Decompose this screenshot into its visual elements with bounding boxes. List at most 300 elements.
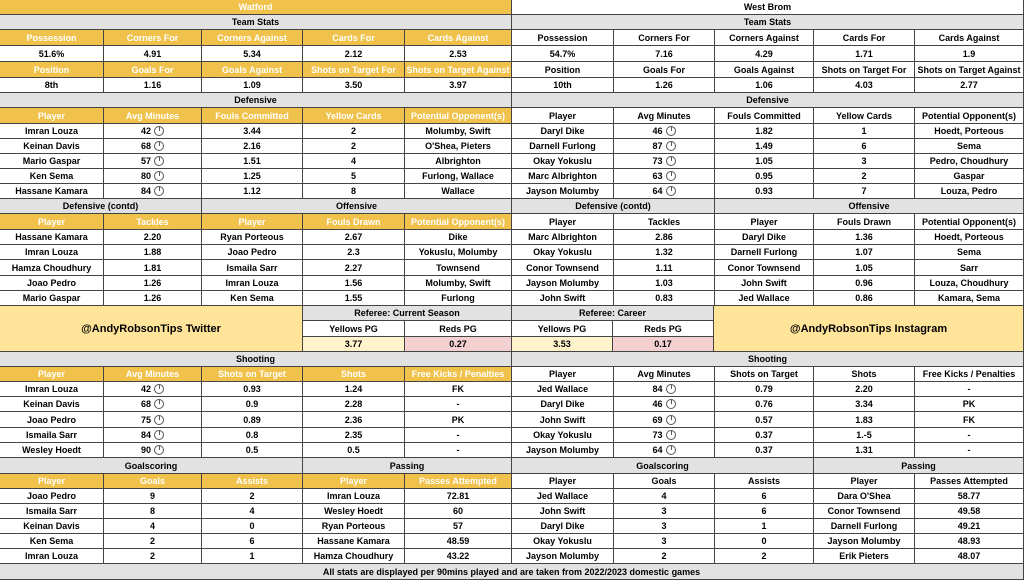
watford-off-cell: Dike	[405, 230, 512, 245]
defensive-contd-title-watford: Defensive (contd)	[0, 199, 202, 214]
westbrom-pass-cell: Erik Pieters	[814, 549, 915, 564]
shooting-data-row	[0, 412, 1024, 428]
watford-defensive-cell-1	[104, 124, 202, 139]
contd-offensive-data-row	[0, 291, 1024, 306]
westbrom-headers1-3: Cards For	[814, 30, 915, 46]
westbrom-headers1-2: Corners Against	[715, 30, 814, 46]
watford-defensive-cell-0: Hassane Kamara	[0, 184, 104, 199]
watford-contd-cell: 1.88	[104, 245, 202, 260]
watford-headers2-3: Shots on Target For	[303, 62, 405, 78]
westbrom-goals-cell: 1	[715, 519, 814, 534]
westbrom-goals-header-0: Player	[512, 474, 614, 489]
watford-goals-cell: 2	[104, 534, 202, 549]
westbrom-off-cell: Jed Wallace	[715, 291, 814, 306]
current-reds-label: Reds PG	[405, 321, 512, 337]
team-stats-headers1	[0, 30, 1024, 46]
westbrom-defensive-cell-3: 2	[814, 169, 915, 184]
watford-shooting-cell-3: 2.35	[303, 428, 405, 443]
westbrom-contd-cell: 1.03	[614, 276, 715, 291]
westbrom-off-cell: 1.07	[814, 245, 915, 260]
watford-goals-cell: 4	[104, 519, 202, 534]
watford-goals-cell: 2	[202, 489, 303, 504]
watford-values2-4: 3.97	[405, 78, 512, 93]
westbrom-shooting-cell-3: 2.20	[814, 382, 915, 397]
watford-contd-cell: Joao Pedro	[0, 276, 104, 291]
goalscoring-title-westbrom: Goalscoring	[512, 458, 814, 474]
watford-contd-cell: 1.81	[104, 260, 202, 276]
westbrom-defensive-header-0: Player	[512, 108, 614, 124]
westbrom-goals-cell: Jed Wallace	[512, 489, 614, 504]
watford-off-header-1: Fouls Drawn	[303, 214, 405, 230]
westbrom-off-cell: Louza, Choudhury	[915, 276, 1024, 291]
watford-values1-3: 2.12	[303, 46, 405, 62]
westbrom-shooting-cell-1	[614, 412, 715, 428]
minutes-value: 42	[141, 126, 164, 136]
watford-shooting-cell-1	[104, 397, 202, 412]
westbrom-defensive-cell-0: Darnell Furlong	[512, 139, 614, 154]
westbrom-off-cell: Conor Townsend	[715, 260, 814, 276]
minutes-value: 46	[652, 399, 675, 409]
westbrom-pass-cell: 48.93	[915, 534, 1024, 549]
watford-defensive-cell-0: Ken Sema	[0, 169, 104, 184]
watford-off-cell: 2.27	[303, 260, 405, 276]
watford-defensive-cell-3: 4	[303, 154, 405, 169]
westbrom-contd-cell: 1.32	[614, 245, 715, 260]
westbrom-defensive-header-4: Potential Opponent(s)	[915, 108, 1024, 124]
watford-contd-cell: 1.26	[104, 291, 202, 306]
westbrom-defensive-cell-2: 0.95	[715, 169, 814, 184]
westbrom-defensive-cell-4: Sema	[915, 139, 1024, 154]
watford-shooting-header-1: Avg Minutes	[104, 367, 202, 382]
westbrom-defensive-header-2: Fouls Committed	[715, 108, 814, 124]
watford-goals-cell: 6	[202, 534, 303, 549]
westbrom-shooting-cell-4: FK	[915, 412, 1024, 428]
team-stats-title-watford: Team Stats	[0, 15, 512, 30]
westbrom-shooting-cell-1	[614, 443, 715, 458]
watford-defensive-cell-3: 2	[303, 139, 405, 154]
watford-shooting-header-4: Free Kicks / Penalties	[405, 367, 512, 382]
westbrom-shooting-cell-0: Jed Wallace	[512, 382, 614, 397]
watford-headers1-0: Possession	[0, 30, 104, 46]
watford-headers2-4: Shots on Target Against	[405, 62, 512, 78]
watford-contd-cell: Hamza Choudhury	[0, 260, 104, 276]
defensive-header-row	[0, 108, 1024, 124]
current-yellows-value: 3.77	[303, 337, 405, 352]
watford-defensive-header-3: Yellow Cards	[303, 108, 405, 124]
watford-contd-header-0: Player	[0, 214, 104, 230]
watford-pass-cell: 43.22	[405, 549, 512, 564]
minutes-value: 68	[141, 141, 164, 151]
watford-defensive-cell-2: 1.12	[202, 184, 303, 199]
goalscoring-data-row	[0, 549, 1024, 564]
minutes-value: 75	[141, 415, 164, 425]
team-stats-title-westbrom: Team Stats	[512, 15, 1024, 30]
westbrom-off-cell: Daryl Dike	[715, 230, 814, 245]
westbrom-contd-cell: 0.83	[614, 291, 715, 306]
watford-off-cell: Molumby, Swift	[405, 276, 512, 291]
westbrom-shooting-cell-2: 0.57	[715, 412, 814, 428]
westbrom-shooting-cell-0: Okay Yokuslu	[512, 428, 614, 443]
watford-defensive-cell-0: Keinan Davis	[0, 139, 104, 154]
watford-off-cell: 1.56	[303, 276, 405, 291]
westbrom-shooting-cell-2: 0.37	[715, 443, 814, 458]
westbrom-shooting-cell-4: PK	[915, 397, 1024, 412]
westbrom-contd-cell: John Swift	[512, 291, 614, 306]
westbrom-goals-cell: Jayson Molumby	[512, 549, 614, 564]
watford-shooting-cell-4: FK	[405, 382, 512, 397]
watford-shooting-cell-3: 1.24	[303, 382, 405, 397]
watford-pass-cell: Imran Louza	[303, 489, 405, 504]
watford-defensive-cell-1	[104, 139, 202, 154]
minutes-value: 63	[652, 171, 675, 181]
watford-values2-0: 8th	[0, 78, 104, 93]
team-stats-headers2	[0, 62, 1024, 78]
career-yellows-label: Yellows PG	[512, 321, 613, 337]
minutes-value: 46	[652, 126, 675, 136]
defensive-title-row	[0, 93, 1024, 108]
watford-shooting-cell-2: 0.9	[202, 397, 303, 412]
goalscoring-data-row	[0, 534, 1024, 549]
westbrom-off-cell: 1.36	[814, 230, 915, 245]
watford-shooting-cell-4: -	[405, 397, 512, 412]
westbrom-shooting-cell-2: 0.76	[715, 397, 814, 412]
watford-values2-3: 3.50	[303, 78, 405, 93]
watford-shooting-cell-0: Keinan Davis	[0, 397, 104, 412]
minutes-value: 87	[652, 141, 675, 151]
westbrom-values1-3: 1.71	[814, 46, 915, 62]
watford-shooting-cell-4: -	[405, 428, 512, 443]
westbrom-shooting-cell-4: -	[915, 428, 1024, 443]
watford-off-cell: Ismaila Sarr	[202, 260, 303, 276]
referee-current-title: Referee: Current Season	[303, 306, 512, 321]
defensive-contd-title-row	[0, 199, 1024, 214]
westbrom-goals-cell: 3	[614, 534, 715, 549]
watford-off-cell: 2.3	[303, 245, 405, 260]
watford-goals-header-1: Goals	[104, 474, 202, 489]
westbrom-defensive-cell-2: 1.49	[715, 139, 814, 154]
westbrom-goals-cell: 2	[715, 549, 814, 564]
goalscoring-data-row	[0, 489, 1024, 504]
watford-shooting-header-2: Shots on Target	[202, 367, 303, 382]
westbrom-defensive-cell-4: Gaspar	[915, 169, 1024, 184]
westbrom-defensive-cell-3: 3	[814, 154, 915, 169]
westbrom-shooting-cell-1	[614, 428, 715, 443]
westbrom-pass-header-0: Player	[814, 474, 915, 489]
westbrom-off-cell: 0.86	[814, 291, 915, 306]
defensive-data-row	[0, 124, 1024, 139]
westbrom-goals-cell: Okay Yokuslu	[512, 534, 614, 549]
watford-shooting-header-3: Shots	[303, 367, 405, 382]
westbrom-goals-cell: 6	[715, 489, 814, 504]
watford-defensive-cell-0: Mario Gaspar	[0, 154, 104, 169]
westbrom-contd-cell: 1.11	[614, 260, 715, 276]
watford-defensive-cell-4: Wallace	[405, 184, 512, 199]
westbrom-defensive-header-1: Avg Minutes	[614, 108, 715, 124]
shooting-data-row	[0, 428, 1024, 443]
westbrom-goals-header-1: Goals	[614, 474, 715, 489]
westbrom-pass-cell: Jayson Molumby	[814, 534, 915, 549]
watford-headers2-0: Position	[0, 62, 104, 78]
westbrom-shooting-cell-3: 1.31	[814, 443, 915, 458]
team-stats-title-row	[0, 15, 1024, 30]
westbrom-shooting-header-0: Player	[512, 367, 614, 382]
westbrom-defensive-cell-3: 7	[814, 184, 915, 199]
watford-contd-cell: Imran Louza	[0, 245, 104, 260]
watford-pass-cell: Wesley Hoedt	[303, 504, 405, 519]
watford-goals-cell: 8	[104, 504, 202, 519]
westbrom-defensive-cell-1	[614, 124, 715, 139]
westbrom-shooting-cell-3: 1.83	[814, 412, 915, 428]
watford-pass-cell: 60	[405, 504, 512, 519]
westbrom-contd-cell: Conor Townsend	[512, 260, 614, 276]
team-stats-values2	[0, 78, 1024, 93]
westbrom-contd-header-1: Tackles	[614, 214, 715, 230]
watford-defensive-header-1: Avg Minutes	[104, 108, 202, 124]
westbrom-shooting-cell-4: -	[915, 382, 1024, 397]
westbrom-off-cell: 1.05	[814, 260, 915, 276]
westbrom-goals-cell: 0	[715, 534, 814, 549]
westbrom-values1-0: 54.7%	[512, 46, 614, 62]
westbrom-defensive-cell-1	[614, 169, 715, 184]
westbrom-off-header-2: Potential Opponent(s)	[915, 214, 1024, 230]
current-reds-value: 0.27	[405, 337, 512, 352]
watford-goals-cell: Ismaila Sarr	[0, 504, 104, 519]
watford-values1-2: 5.34	[202, 46, 303, 62]
defensive-data-row	[0, 154, 1024, 169]
defensive-data-row	[0, 184, 1024, 199]
team-stats-values1	[0, 46, 1024, 62]
westbrom-contd-cell: Marc Albrighton	[512, 230, 614, 245]
westbrom-defensive-cell-4: Louza, Pedro	[915, 184, 1024, 199]
watford-shooting-cell-4: PK	[405, 412, 512, 428]
westbrom-shooting-cell-0: Daryl Dike	[512, 397, 614, 412]
westbrom-shooting-cell-2: 0.37	[715, 428, 814, 443]
referee-promo-band	[0, 306, 1024, 352]
minutes-value: 64	[652, 445, 675, 455]
watford-goals-cell: 9	[104, 489, 202, 504]
watford-values1-1: 4.91	[104, 46, 202, 62]
footer-note: All stats are displayed per 90mins played and are taken from 2022/2023 domestic games	[0, 564, 1024, 580]
minutes-value: 90	[141, 445, 164, 455]
westbrom-off-cell: Hoedt, Porteous	[915, 230, 1024, 245]
watford-off-cell: Ryan Porteous	[202, 230, 303, 245]
goalscoring-data-row	[0, 519, 1024, 534]
watford-pass-cell: 57	[405, 519, 512, 534]
westbrom-values2-3: 4.03	[814, 78, 915, 93]
westbrom-pass-cell: 58.77	[915, 489, 1024, 504]
watford-defensive-header-2: Fouls Committed	[202, 108, 303, 124]
westbrom-defensive-cell-1	[614, 139, 715, 154]
westbrom-pass-header-1: Passes Attempted	[915, 474, 1024, 489]
watford-contd-cell: 2.20	[104, 230, 202, 245]
westbrom-headers1-1: Corners For	[614, 30, 715, 46]
passing-title-westbrom: Passing	[814, 458, 1024, 474]
minutes-value: 73	[652, 430, 675, 440]
westbrom-shooting-cell-4: -	[915, 443, 1024, 458]
watford-off-cell: Yokuslu, Molumby	[405, 245, 512, 260]
shooting-data-row	[0, 397, 1024, 412]
watford-off-cell: 2.67	[303, 230, 405, 245]
watford-shooting-cell-2: 0.89	[202, 412, 303, 428]
watford-goals-header-2: Assists	[202, 474, 303, 489]
watford-contd-header-1: Tackles	[104, 214, 202, 230]
watford-defensive-cell-3: 5	[303, 169, 405, 184]
westbrom-values2-4: 2.77	[915, 78, 1024, 93]
westbrom-headers1-4: Cards Against	[915, 30, 1024, 46]
watford-pass-cell: Hamza Choudhury	[303, 549, 405, 564]
westbrom-pass-cell: 48.07	[915, 549, 1024, 564]
westbrom-values2-1: 1.26	[614, 78, 715, 93]
watford-shooting-cell-3: 0.5	[303, 443, 405, 458]
watford-shooting-cell-1	[104, 412, 202, 428]
watford-pass-header-1: Passes Attempted	[405, 474, 512, 489]
watford-defensive-cell-2: 3.44	[202, 124, 303, 139]
westbrom-defensive-cell-0: Marc Albrighton	[512, 169, 614, 184]
westbrom-contd-cell: 2.86	[614, 230, 715, 245]
watford-goals-cell: Imran Louza	[0, 549, 104, 564]
westbrom-goals-cell: 6	[715, 504, 814, 519]
watford-shooting-cell-3: 2.28	[303, 397, 405, 412]
goalscoring-data-row	[0, 504, 1024, 519]
minutes-value: 57	[141, 156, 164, 166]
watford-defensive-cell-4: Furlong, Wallace	[405, 169, 512, 184]
westbrom-defensive-cell-0: Okay Yokuslu	[512, 154, 614, 169]
minutes-value: 64	[652, 186, 675, 196]
westbrom-shooting-header-4: Free Kicks / Penalties	[915, 367, 1024, 382]
watford-values1-0: 51.6%	[0, 46, 104, 62]
current-yellows-label: Yellows PG	[303, 321, 405, 337]
westbrom-off-cell: John Swift	[715, 276, 814, 291]
instagram-promo: @AndyRobsonTips Instagram	[714, 306, 1024, 352]
watford-contd-cell: Hassane Kamara	[0, 230, 104, 245]
westbrom-off-cell: 0.96	[814, 276, 915, 291]
watford-values2-2: 1.09	[202, 78, 303, 93]
watford-shooting-cell-0: Joao Pedro	[0, 412, 104, 428]
westbrom-contd-cell: Jayson Molumby	[512, 276, 614, 291]
watford-contd-cell: 1.26	[104, 276, 202, 291]
westbrom-pass-cell: Conor Townsend	[814, 504, 915, 519]
watford-headers1-3: Cards For	[303, 30, 405, 46]
twitter-promo: @AndyRobsonTips Twitter	[0, 306, 303, 352]
shooting-data-row	[0, 382, 1024, 397]
watford-defensive-cell-0: Imran Louza	[0, 124, 104, 139]
watford-defensive-cell-1	[104, 169, 202, 184]
watford-pass-header-0: Player	[303, 474, 405, 489]
westbrom-contd-cell: Okay Yokuslu	[512, 245, 614, 260]
westbrom-headers2-1: Goals For	[614, 62, 715, 78]
watford-shooting-cell-2: 0.93	[202, 382, 303, 397]
minutes-value: 73	[652, 156, 675, 166]
watford-shooting-cell-1	[104, 428, 202, 443]
westbrom-headers2-0: Position	[512, 62, 614, 78]
westbrom-defensive-cell-1	[614, 154, 715, 169]
shooting-header-row	[0, 367, 1024, 382]
watford-shooting-header-0: Player	[0, 367, 104, 382]
westbrom-shooting-cell-1	[614, 397, 715, 412]
watford-defensive-header-0: Player	[0, 108, 104, 124]
westbrom-contd-header-0: Player	[512, 214, 614, 230]
watford-contd-cell: Mario Gaspar	[0, 291, 104, 306]
defensive-contd-header-row	[0, 214, 1024, 230]
westbrom-defensive-cell-3: 6	[814, 139, 915, 154]
watford-pass-cell: Ryan Porteous	[303, 519, 405, 534]
contd-offensive-data-row	[0, 276, 1024, 291]
watford-headers2-1: Goals For	[104, 62, 202, 78]
westbrom-off-cell: Sarr	[915, 260, 1024, 276]
watford-shooting-cell-2: 0.8	[202, 428, 303, 443]
westbrom-headers2-3: Shots on Target For	[814, 62, 915, 78]
watford-defensive-cell-4: Albrighton	[405, 154, 512, 169]
career-reds-label: Reds PG	[613, 321, 714, 337]
offensive-title-westbrom: Offensive	[715, 199, 1024, 214]
watford-shooting-cell-1	[104, 382, 202, 397]
westbrom-goals-cell: 2	[614, 549, 715, 564]
westbrom-values2-2: 1.06	[715, 78, 814, 93]
westbrom-off-cell: Kamara, Sema	[915, 291, 1024, 306]
goalscoring-title-row	[0, 458, 1024, 474]
watford-off-cell: Townsend	[405, 260, 512, 276]
watford-headers2-2: Goals Against	[202, 62, 303, 78]
shooting-title-westbrom: Shooting	[512, 352, 1024, 367]
minutes-value: 68	[141, 399, 164, 409]
minutes-value: 84	[141, 430, 164, 440]
westbrom-headers2-2: Goals Against	[715, 62, 814, 78]
watford-goals-cell: 0	[202, 519, 303, 534]
westbrom-defensive-cell-1	[614, 184, 715, 199]
watford-goals-cell: Ken Sema	[0, 534, 104, 549]
offensive-title-watford: Offensive	[202, 199, 512, 214]
watford-defensive-header-4: Potential Opponent(s)	[405, 108, 512, 124]
watford-goals-cell: 2	[104, 549, 202, 564]
westbrom-values1-2: 4.29	[715, 46, 814, 62]
watford-shooting-cell-4: -	[405, 443, 512, 458]
watford-values1-4: 2.53	[405, 46, 512, 62]
watford-defensive-cell-4: Molumby, Swift	[405, 124, 512, 139]
westbrom-shooting-cell-1	[614, 382, 715, 397]
westbrom-shooting-cell-0: John Swift	[512, 412, 614, 428]
watford-headers1-1: Corners For	[104, 30, 202, 46]
watford-pass-cell: Hassane Kamara	[303, 534, 405, 549]
westbrom-off-cell: Darnell Furlong	[715, 245, 814, 260]
watford-defensive-cell-3: 8	[303, 184, 405, 199]
watford-shooting-cell-0: Wesley Hoedt	[0, 443, 104, 458]
defensive-title-watford: Defensive	[0, 93, 512, 108]
watford-defensive-cell-2: 2.16	[202, 139, 303, 154]
westbrom-goals-cell: John Swift	[512, 504, 614, 519]
watford-off-cell: Furlong	[405, 291, 512, 306]
watford-off-header-2: Potential Opponent(s)	[405, 214, 512, 230]
watford-shooting-cell-3: 2.36	[303, 412, 405, 428]
shooting-title-row	[0, 352, 1024, 367]
watford-pass-cell: 48.59	[405, 534, 512, 549]
career-reds-value: 0.17	[613, 337, 714, 352]
defensive-data-row	[0, 139, 1024, 154]
westbrom-goals-cell: 4	[614, 489, 715, 504]
westbrom-shooting-header-1: Avg Minutes	[614, 367, 715, 382]
westbrom-shooting-header-2: Shots on Target	[715, 367, 814, 382]
watford-off-cell: Imran Louza	[202, 276, 303, 291]
watford-off-header-0: Player	[202, 214, 303, 230]
westbrom-defensive-cell-0: Jayson Molumby	[512, 184, 614, 199]
goalscoring-header-row	[0, 474, 1024, 489]
team-name-westbrom: West Brom	[512, 0, 1024, 15]
westbrom-defensive-cell-4: Pedro, Choudhury	[915, 154, 1024, 169]
watford-defensive-cell-2: 1.51	[202, 154, 303, 169]
westbrom-goals-cell: Daryl Dike	[512, 519, 614, 534]
westbrom-pass-cell: 49.21	[915, 519, 1024, 534]
westbrom-goals-cell: 3	[614, 519, 715, 534]
westbrom-shooting-cell-3: 1.-5	[814, 428, 915, 443]
